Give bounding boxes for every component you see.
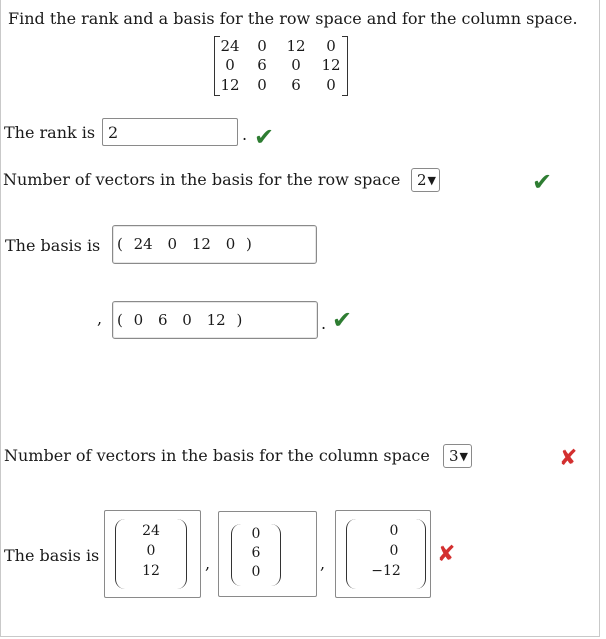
matrix-cell: 0 <box>225 56 235 74</box>
col-vector-entry: 0 <box>251 526 261 542</box>
col-vector-entry: −12 <box>371 563 401 579</box>
rank-correct-icon: ✔ <box>254 123 275 151</box>
matrix-cell: 12 <box>220 76 240 94</box>
col-basis-label: The basis is <box>4 546 100 565</box>
rank-period: . <box>242 125 248 144</box>
col-vector-entry: 0 <box>389 523 399 539</box>
rank-value: 2 <box>108 123 119 142</box>
dropdown-caret-icon: ▼ <box>427 174 437 187</box>
col-basis-input-3[interactable] <box>335 510 431 598</box>
row-vector-entry: 0 <box>167 235 178 253</box>
col-vector-2 <box>231 524 281 586</box>
row-vector-entry: 24 <box>133 235 153 253</box>
row-basis-period: . <box>321 314 327 333</box>
question-text: Find the rank and a basis for the row space and for the column space. <box>8 9 578 28</box>
matrix-cell: 12 <box>321 56 341 74</box>
matrix-cell: 6 <box>257 56 267 74</box>
col-count-incorrect-icon: ✘ <box>559 446 578 471</box>
col-vector-1 <box>115 519 187 589</box>
col-basis-input-2[interactable] <box>218 511 317 597</box>
row-vector-entry: 0 <box>182 311 192 329</box>
col-basis-comma-1: , <box>205 554 211 573</box>
col-basis-incorrect-icon: ✘ <box>437 542 456 567</box>
matrix-cell: 0 <box>326 76 336 94</box>
col-vector-entry: 6 <box>251 545 261 561</box>
row-vector-close-paren: ) <box>246 235 252 253</box>
row-vector-1 <box>117 234 252 254</box>
col-vector-3 <box>346 519 426 589</box>
col-vector-entry: 24 <box>142 523 160 539</box>
rank-input[interactable] <box>102 118 238 146</box>
col-count-label: Number of vectors in the basis for the column space <box>4 446 430 465</box>
matrix-cell: 0 <box>291 56 301 74</box>
row-vector-entry: 12 <box>191 235 211 253</box>
matrix-cell: 0 <box>257 37 267 55</box>
matrix-cell: 24 <box>220 37 240 55</box>
row-vector-open-paren: ( <box>117 311 123 329</box>
row-basis-input-2[interactable] <box>112 301 318 339</box>
row-basis-comma: , <box>97 309 103 328</box>
col-count-dropdown[interactable] <box>443 444 472 468</box>
matrix-cell: 12 <box>286 37 306 55</box>
row-count-dropdown[interactable] <box>411 168 440 192</box>
row-basis-input-1[interactable] <box>112 225 317 264</box>
col-basis-comma-2: , <box>320 554 326 573</box>
row-count-correct-icon: ✔ <box>532 168 553 196</box>
col-vector-entry: 12 <box>142 563 160 579</box>
row-vector-entry: 0 <box>225 235 236 253</box>
row-basis-label: The basis is <box>5 236 101 255</box>
row-vector-entry: 12 <box>206 311 226 329</box>
row-vector-close-paren: ) <box>236 311 243 329</box>
col-basis-input-1[interactable] <box>104 510 201 598</box>
dropdown-caret-icon: ▼ <box>459 450 469 463</box>
row-vector-open-paren: ( <box>117 235 123 253</box>
matrix-cell: 0 <box>257 76 267 94</box>
col-vector-entry: 0 <box>389 543 399 559</box>
row-vector-entry: 6 <box>157 311 168 329</box>
row-basis-correct-icon: ✔ <box>332 306 353 334</box>
matrix-cell: 6 <box>291 76 301 94</box>
matrix-cell: 0 <box>326 37 336 55</box>
matrix <box>214 36 348 96</box>
row-count-label: Number of vectors in the basis for the row space <box>3 170 401 189</box>
row-vector-2 <box>117 310 242 330</box>
col-vector-entry: 0 <box>146 543 156 559</box>
rank-label: The rank is <box>4 123 96 142</box>
col-vector-entry: 0 <box>251 564 261 580</box>
row-count-selected: 2 <box>417 171 427 189</box>
col-count-selected: 3 <box>449 447 459 465</box>
row-vector-entry: 0 <box>133 311 144 329</box>
